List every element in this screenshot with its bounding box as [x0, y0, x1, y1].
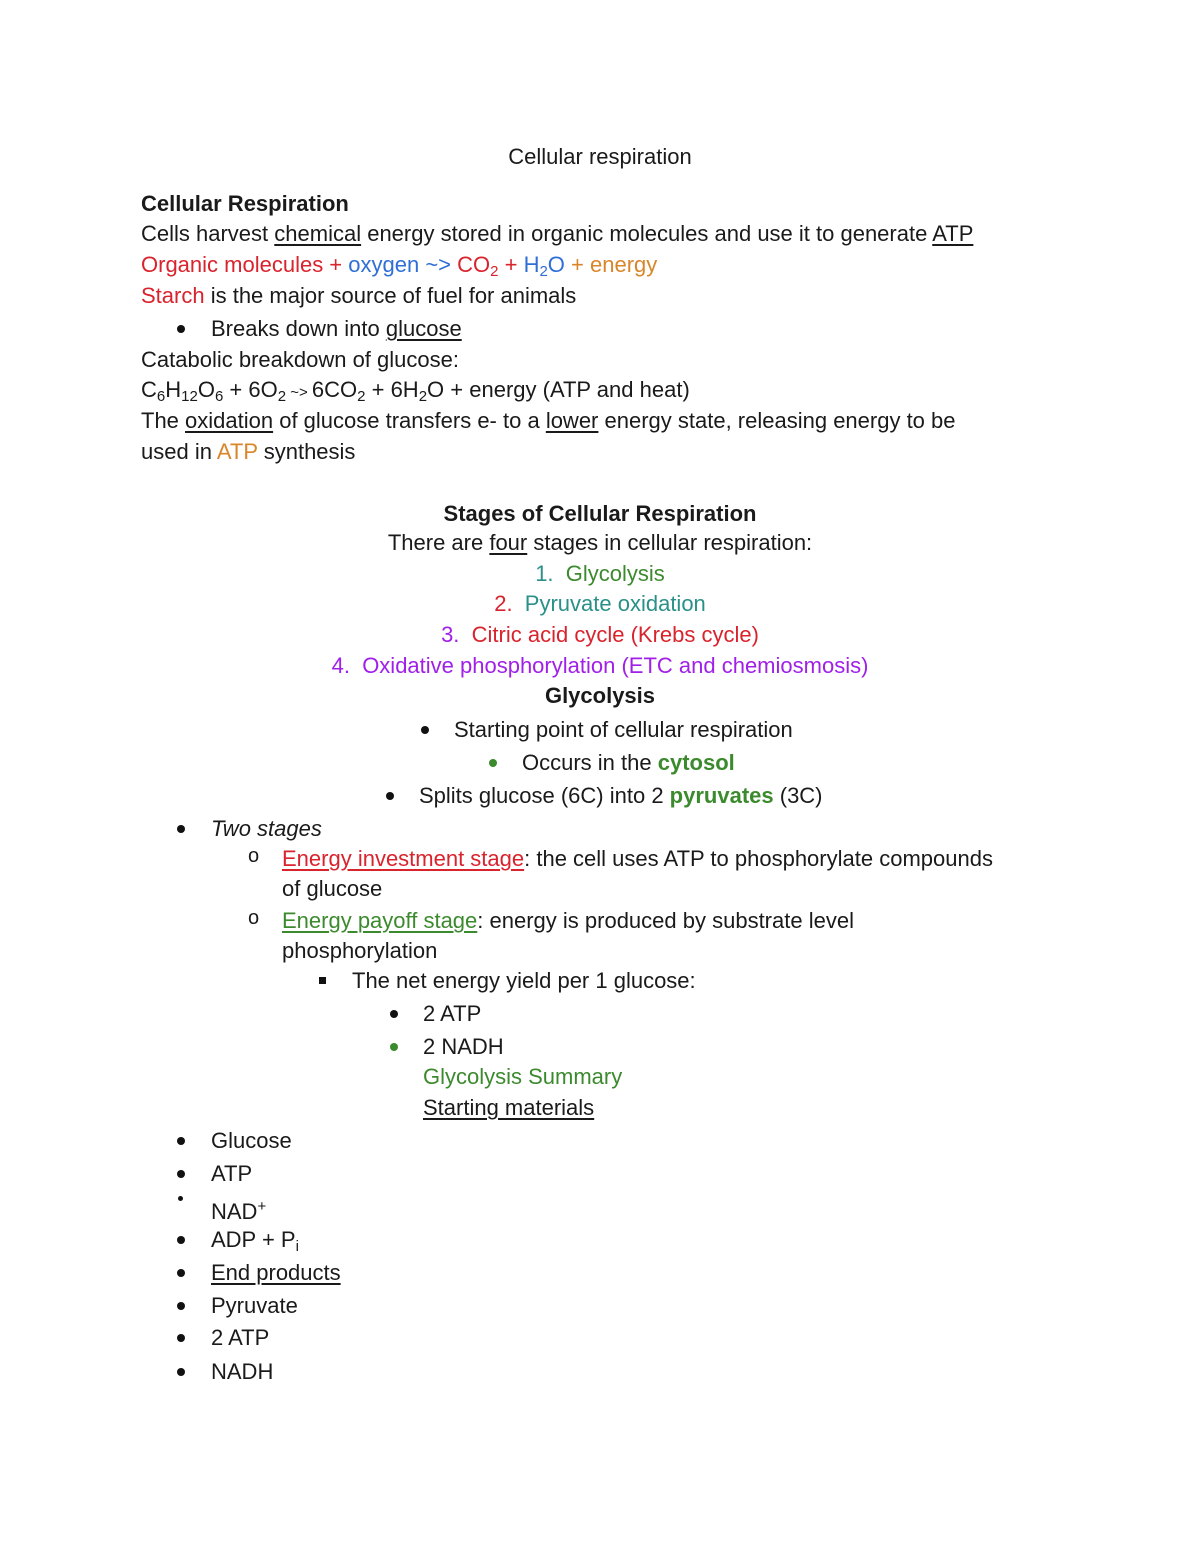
list-item-adp: ADP + $P_i$	[211, 1227, 299, 1255]
glucose-equation: $C_6H_{12}O_6 + 6O_2$ ~> $6CO_2 + 6H_2O$ + energy (ATP and heat)	[141, 377, 690, 405]
bullet-dot	[421, 726, 429, 734]
list-item-end-products: End products	[211, 1260, 341, 1285]
starting-materials: Starting materials	[423, 1095, 595, 1120]
bullet-dot	[177, 1368, 185, 1376]
section-heading-cellular-respiration: Cellular Respiration	[141, 191, 349, 216]
bullet-dot	[177, 1236, 185, 1244]
investment-stage: Energy investment stage: the cell uses ATP to phosphorylate compounds	[282, 846, 993, 871]
sub-bullet-circle: o	[248, 907, 260, 929]
bullet-dot	[177, 1302, 185, 1310]
oxidation-line: The oxidation of glucose transfers e- to a lower energy state, releasing energy to be	[141, 408, 956, 433]
bullet-dot	[386, 792, 394, 800]
stage-1: 1. Glycolysis	[535, 561, 665, 586]
bullet-dot	[178, 1196, 183, 1201]
payoff-stage: Energy payoff stage: energy is produced by substrate level	[282, 908, 854, 933]
stages-intro: There are four stages in cellular respiration:	[387, 530, 813, 555]
yield-atp: 2 ATP	[423, 1001, 482, 1026]
yield-nadh: 2 NADH	[423, 1034, 504, 1059]
catabolic-line: Catabolic breakdown of glucose:	[141, 347, 459, 372]
bullet-dot	[177, 825, 185, 833]
sub-bullet-square	[319, 977, 326, 984]
section-heading-glycolysis: Glycolysis	[544, 683, 656, 708]
bullet-cytosol: Occurs in the cytosol	[522, 750, 735, 775]
glycolysis-summary: Glycolysis Summary	[423, 1064, 623, 1089]
list-item-atp: ATP	[211, 1161, 253, 1186]
list-item-nad: NAD+	[211, 1198, 267, 1224]
page-title: Cellular respiration	[508, 144, 692, 169]
starch-line: Starch is the major source of fuel for animals	[141, 283, 577, 308]
bullet-dot	[390, 1043, 398, 1051]
bullet-dot	[489, 759, 497, 767]
list-item-nadh: NADH	[211, 1359, 274, 1384]
investment-stage-cont: of glucose	[282, 876, 383, 901]
sub-bullet-circle: o	[248, 845, 260, 867]
summary-equation: Organic molecules + oxygen ~> $CO_2 + H_2O$ + energy	[141, 252, 658, 280]
list-item-pyruvate: Pyruvate	[211, 1293, 298, 1318]
section-heading-stages: Stages of Cellular Respiration	[443, 501, 757, 526]
oxidation-line-cont: used in ATP synthesis	[141, 439, 356, 464]
bullet-dot	[177, 325, 185, 333]
payoff-stage-cont: phosphorylation	[282, 938, 438, 963]
bullet-starting-point: Starting point of cellular respiration	[454, 717, 793, 742]
bullet-breaks-down: Breaks down into glucose	[211, 316, 462, 341]
bullet-dot	[177, 1170, 185, 1178]
bullet-dot	[390, 1010, 398, 1018]
bullet-dot	[177, 1137, 185, 1145]
stage-4: 4. Oxidative phosphorylation (ETC and chemiosmosis)	[331, 653, 869, 678]
stage-2: 2. Pyruvate oxidation	[494, 591, 706, 616]
list-item-2atp: 2 ATP	[211, 1325, 270, 1350]
bullet-splits-glucose: Splits glucose (6C) into 2 pyruvates (3C)	[419, 783, 823, 808]
definition-line: Cells harvest chemical energy stored in organic molecules and use it to generate ATP	[141, 221, 974, 246]
stage-3: 3. Citric acid cycle (Krebs cycle)	[441, 622, 759, 647]
bullet-two-stages: Two stages	[211, 816, 322, 841]
bullet-dot	[177, 1269, 185, 1277]
bullet-dot	[177, 1334, 185, 1342]
net-yield: The net energy yield per 1 glucose:	[352, 968, 696, 993]
list-item-glucose: Glucose	[211, 1128, 292, 1153]
